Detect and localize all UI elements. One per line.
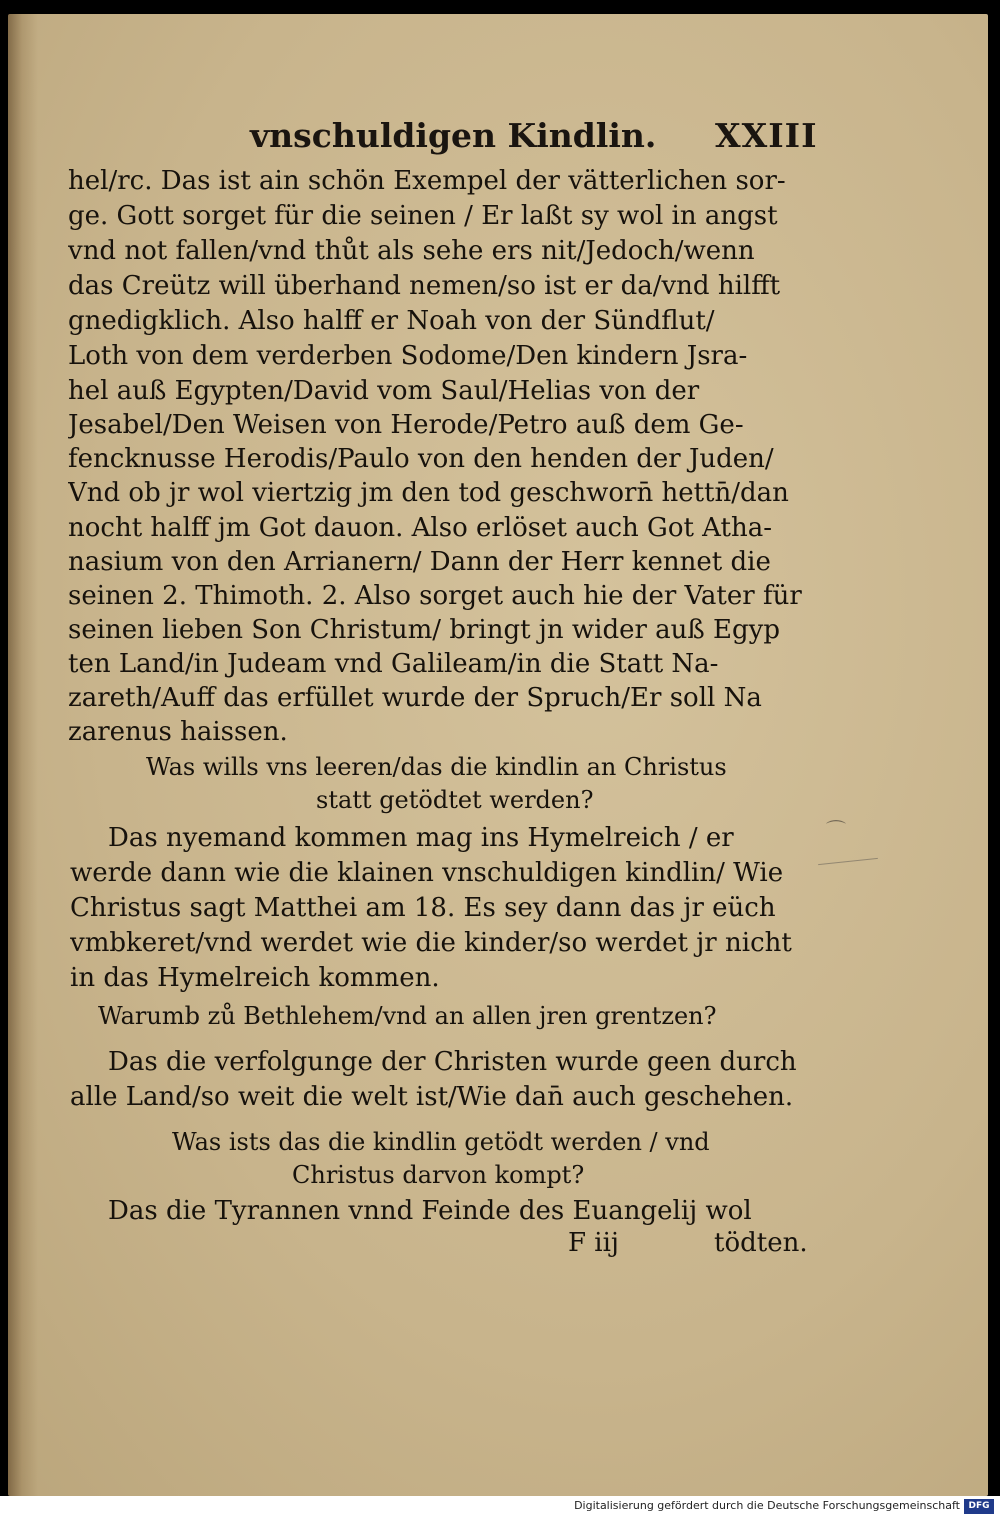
text-line: das Creütz will überhand nemen/so ist er da/vnd hilfft xyxy=(68,271,781,301)
text-line: ten Land/in Judeam vnd Galileam/in die Statt Na- xyxy=(68,649,719,679)
margin-mark: ⌒ xyxy=(826,818,846,842)
footer-credit: Digitalisierung gefördert durch die Deutsche Forschungsgemeinschaft xyxy=(574,1499,960,1512)
book-page xyxy=(8,14,988,1496)
text-line: ge. Gott sorget für die seinen / Er laßt sy wol in angst xyxy=(68,201,778,231)
text-line: zareth/Auff das erfüllet wurde der Spruch/Er soll Na xyxy=(68,683,762,713)
answer-line: alle Land/so weit die welt ist/Wie dan̄ auch geschehen. xyxy=(70,1082,794,1112)
running-title: vnschuldigen Kindlin. xyxy=(250,116,657,155)
text-line: gnedigklich. Also halff er Noah von der Sündflut/ xyxy=(68,306,715,336)
text-line: hel auß Egypten/David vom Saul/Helias von der xyxy=(68,376,700,406)
question-line: Was wills vns leeren/das die kindlin an Christus xyxy=(146,753,727,781)
text-line: Vnd ob jr wol viertzig jm den tod geschworn̄ hettn̄/dan xyxy=(68,478,789,508)
signature-mark: F iij xyxy=(568,1228,619,1258)
text-line: seinen lieben Son Christum/ bringt jn wider auß Egyp xyxy=(68,615,781,645)
text-line: Loth von dem verderben Sodome/Den kindern Jsra- xyxy=(68,341,748,371)
folio-number: XXIII xyxy=(715,116,818,155)
text-line: seinen 2. Thimoth. 2. Also sorget auch hie der Vater für xyxy=(68,581,802,611)
answer-line: Das die verfolgunge der Christen wurde geen durch xyxy=(108,1047,797,1077)
answer-line: Das nyemand kommen mag ins Hymelreich / er xyxy=(108,823,734,853)
text-line: nocht halff jm Got dauon. Also erlöset auch Got Atha- xyxy=(68,513,772,543)
catchword: tödten. xyxy=(714,1228,808,1258)
question-line: statt getödtet werden? xyxy=(316,786,594,814)
question-line: Was ists das die kindlin getödt werden / vnd xyxy=(172,1128,710,1156)
text-line: zarenus haissen. xyxy=(68,717,288,747)
footer-bar xyxy=(0,1496,1000,1518)
text-line: Jesabel/Den Weisen von Herode/Petro auß dem Ge- xyxy=(68,410,744,440)
text-line: vnd not fallen/vnd thůt als sehe ers nit/Jedoch/wenn xyxy=(68,236,755,266)
page-header xyxy=(8,116,988,160)
question-line: Warumb zů Bethlehem/vnd an allen jren grentzen? xyxy=(98,1002,717,1030)
answer-line: vmbkeret/vnd werdet wie die kinder/so werdet jr nicht xyxy=(70,928,792,958)
answer-line: Das die Tyrannen vnnd Feinde des Euangelij wol xyxy=(108,1196,752,1226)
answer-line: Christus sagt Matthei am 18. Es sey dann das jr eüch xyxy=(70,893,776,923)
dfg-logo-icon: DFG xyxy=(964,1499,994,1514)
text-line: hel/rc. Das ist ain schön Exempel der vätterlichen sor- xyxy=(68,166,786,196)
question-line: Christus darvon kompt? xyxy=(292,1161,585,1189)
answer-line: in das Hymelreich kommen. xyxy=(70,963,440,993)
answer-line: werde dann wie die klainen vnschuldigen kindlin/ Wie xyxy=(70,858,784,888)
text-line: fencknusse Herodis/Paulo von den henden der Juden/ xyxy=(68,444,774,474)
text-line: nasium von den Arrianern/ Dann der Herr kennet die xyxy=(68,547,771,577)
